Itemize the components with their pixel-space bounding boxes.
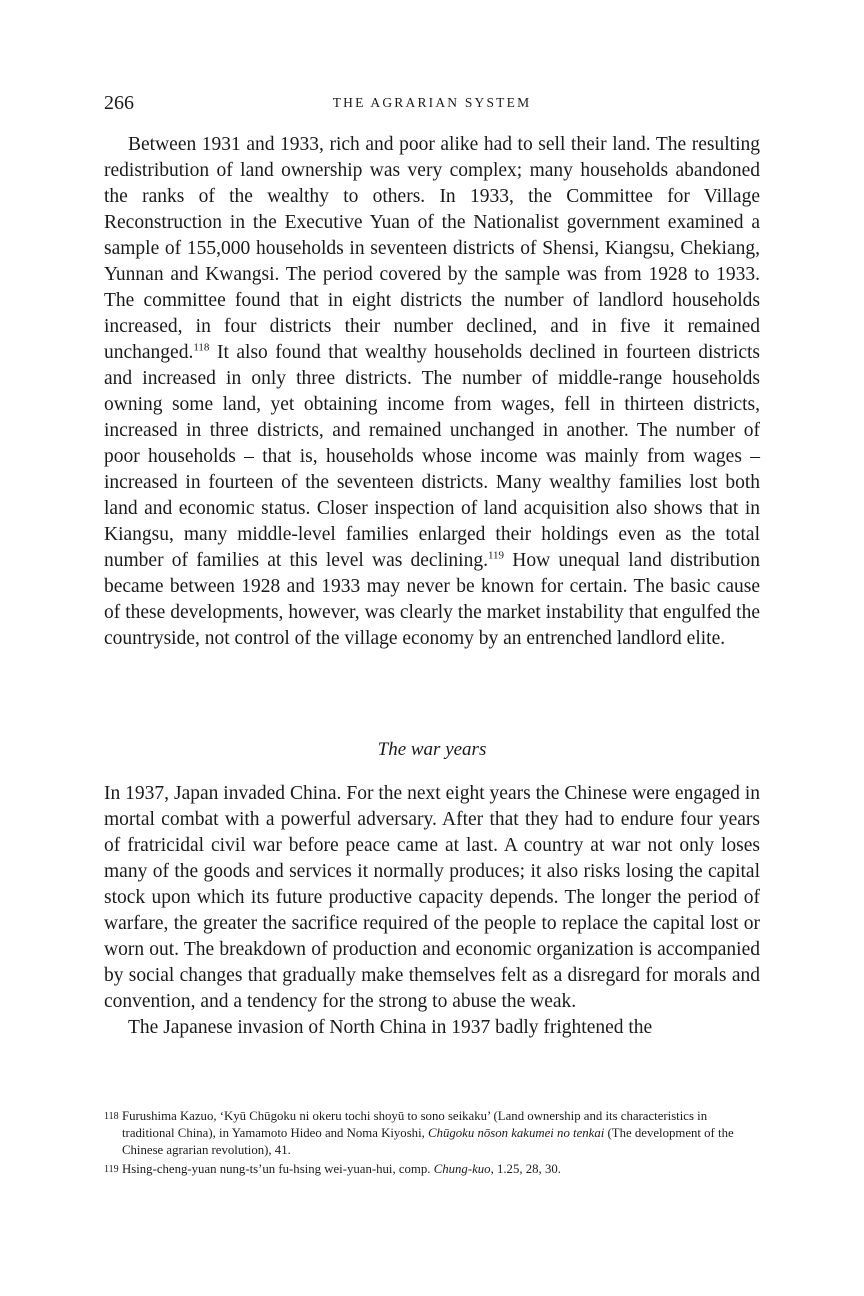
footnote-text: Hsing-cheng-yuan nung-ts’un fu-hsing wei-yuan-hui, comp.: [122, 1162, 434, 1176]
footnote-title: Chung-kuo: [433, 1162, 491, 1176]
footnote-number: 119: [104, 1164, 119, 1175]
footnote-118: [104, 1108, 760, 1159]
footnotes: [104, 1108, 760, 1180]
page-header: [104, 92, 760, 118]
footnote-number: 118: [104, 1111, 119, 1122]
body-text-lower: [104, 781, 760, 1041]
footnote-text: (The development of the Chinese agrarian revolution), 41.: [122, 1126, 734, 1157]
footnote-ref-119: 119: [487, 549, 505, 562]
paragraph-land-redistribution: [104, 132, 760, 652]
footnote-text: , 1.25, 28, 30.: [490, 1162, 561, 1176]
footnote-119: [104, 1161, 760, 1178]
body-text-upper: [104, 132, 760, 652]
paragraph-text: It also found that wealthy households declined in fourteen districts and increased in only three districts. The number of middle-range households owning some land, yet obtaining income from wages, fell in thirteen districts, increased in three districts, and remained unchanged in another. The number of poor households – that is, households whose income was mainly from wages – increased in fourteen of the seventeen districts. Many wealthy families lost both land and economic status. Closer inspection of land acquisition also shows that in Kiangsu, many middle-level families enlarged their holdings even as the total number of families at this level was declining.: [104, 342, 760, 571]
footnote-text: Furushima Kazuo, ‘Kyū Chūgoku ni okeru tochi shoyū to sono seikaku’ (Land ownership and its characteristics in traditional China), in Yamamoto Hideo and Noma Kiyoshi,: [122, 1109, 708, 1140]
footnote-ref-118: 118: [193, 341, 210, 354]
paragraph-text: Between 1931 and 1933, rich and poor alike had to sell their land. The resulting redistribution of land ownership was very complex; many households abandoned the ranks of the wealthy to others. In 1933, the Committee for Village Reconstruction in the Executive Yuan of the Nationalist government examined a sample of 155,000 households in seventeen districts of Shensi, Kiangsu, Chekiang, Yunnan and Kwangsi. The period covered by the sample was from 1928 to 1933. The committee found that in eight districts the number of landlord households increased, in four districts their number declined, and in five it remained unchanged.: [104, 134, 760, 363]
running-head: THE AGRARIAN SYSTEM: [332, 95, 532, 110]
paragraph-war-years: In 1937, Japan invaded China. For the next eight years the Chinese were engaged in mortal combat with a powerful adversary. After that they had to endure four years of fratricidal civil war before peace came at last. A country at war not only loses many of the goods and services it normally produces; it also risks losing the capital stock upon which its future productive capacity depends. The longer the period of warfare, the greater the sacrifice required of the people to replace the capital lost or worn out. The breakdown of production and economic organization is accompanied by social changes that gradually make themselves felt as a disregard for morals and convention, and a tendency for the strong to abuse the weak.: [104, 783, 760, 1012]
page-number: 266: [104, 92, 134, 114]
paragraph-japanese-invasion: The Japanese invasion of North China in 1937 badly frightened the: [128, 1017, 653, 1038]
paragraph-text: How unequal land distribution became between 1928 and 1933 may never be known for certain. The basic cause of these developments, however, was clearly the market instability that engulfed the countryside, not control of the village economy by an entrenched landlord elite.: [104, 550, 760, 649]
section-heading: The war years: [377, 739, 487, 760]
footnote-title: Chūgoku nōson kakumei no tenkai: [428, 1126, 605, 1140]
